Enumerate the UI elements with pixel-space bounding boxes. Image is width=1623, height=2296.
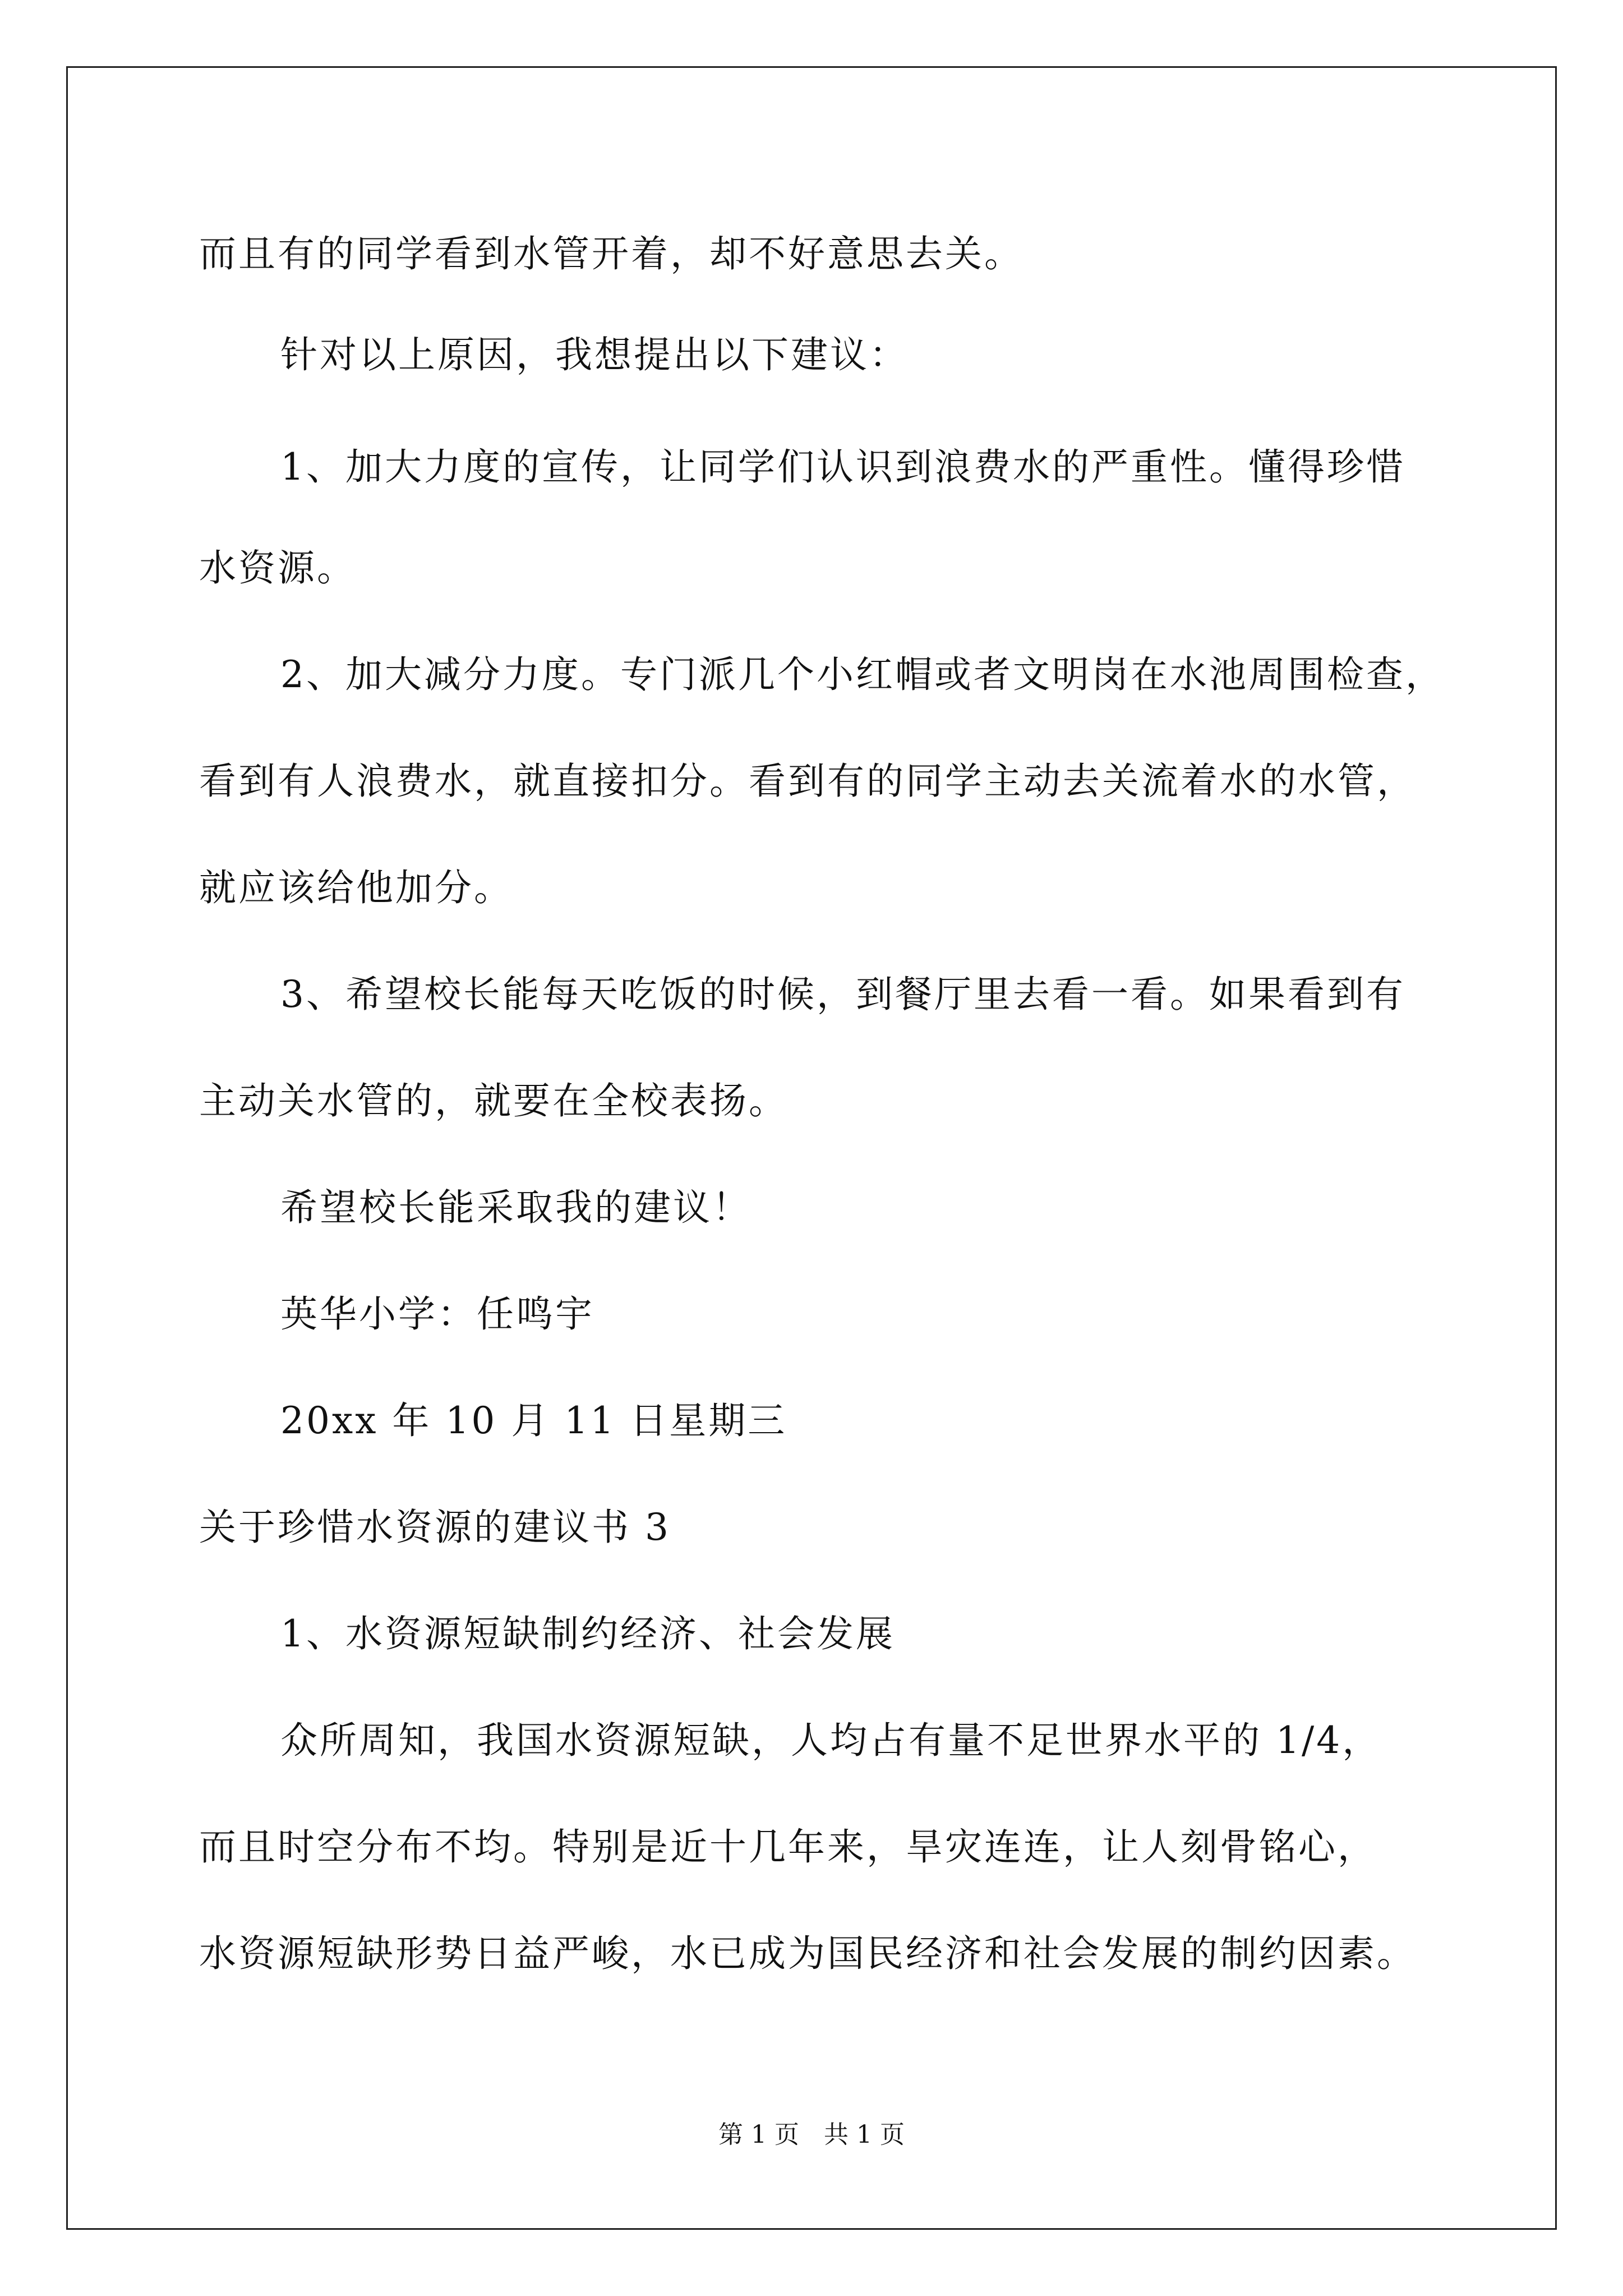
section-title: 关于珍惜水资源的建议书 3 — [199, 1506, 671, 1549]
page-footer: 第 1 页 共 1 页 — [718, 2120, 905, 2149]
body-line: 而且时空分布不均。特别是近十几年来，旱灾连连，让人刻骨铭心， — [199, 1825, 1377, 1869]
body-line: 就应该给他加分。 — [199, 866, 513, 909]
body-line: 主动关水管的，就要在全校表扬。 — [199, 1079, 788, 1122]
body-line: 1、水资源短缺制约经济、社会发展 — [280, 1612, 895, 1655]
body-line: 而且有的同学看到水管开着，却不好意思去关。 — [199, 232, 1023, 275]
body-line: 水资源。 — [199, 546, 356, 590]
page-border — [66, 66, 1557, 2230]
body-line: 希望校长能采取我的建议！ — [280, 1186, 751, 1229]
body-line: 1、加大力度的宣传，让同学们认识到浪费水的严重性。懂得珍惜 — [280, 445, 1405, 489]
date-line: 20xx 年 10 月 11 日星期三 — [280, 1399, 787, 1442]
body-line: 3、希望校长能每天吃饭的时候，到餐厅里去看一看。如果看到有 — [280, 973, 1405, 1016]
signature-line: 英华小学：任鸣宇 — [280, 1292, 594, 1336]
body-line: 水资源短缺形势日益严峻，水已成为国民经济和社会发展的制约因素。 — [199, 1932, 1416, 1975]
body-line: 众所周知，我国水资源短缺，人均占有量不足世界水平的 1/4， — [280, 1719, 1382, 1762]
body-line: 看到有人浪费水，就直接扣分。看到有的同学主动去关流着水的水管， — [199, 760, 1416, 803]
body-line: 针对以上原因，我想提出以下建议： — [280, 333, 909, 376]
body-line: 2、加大减分力度。专门派几个小红帽或者文明岗在水池周围检查， — [280, 653, 1445, 696]
